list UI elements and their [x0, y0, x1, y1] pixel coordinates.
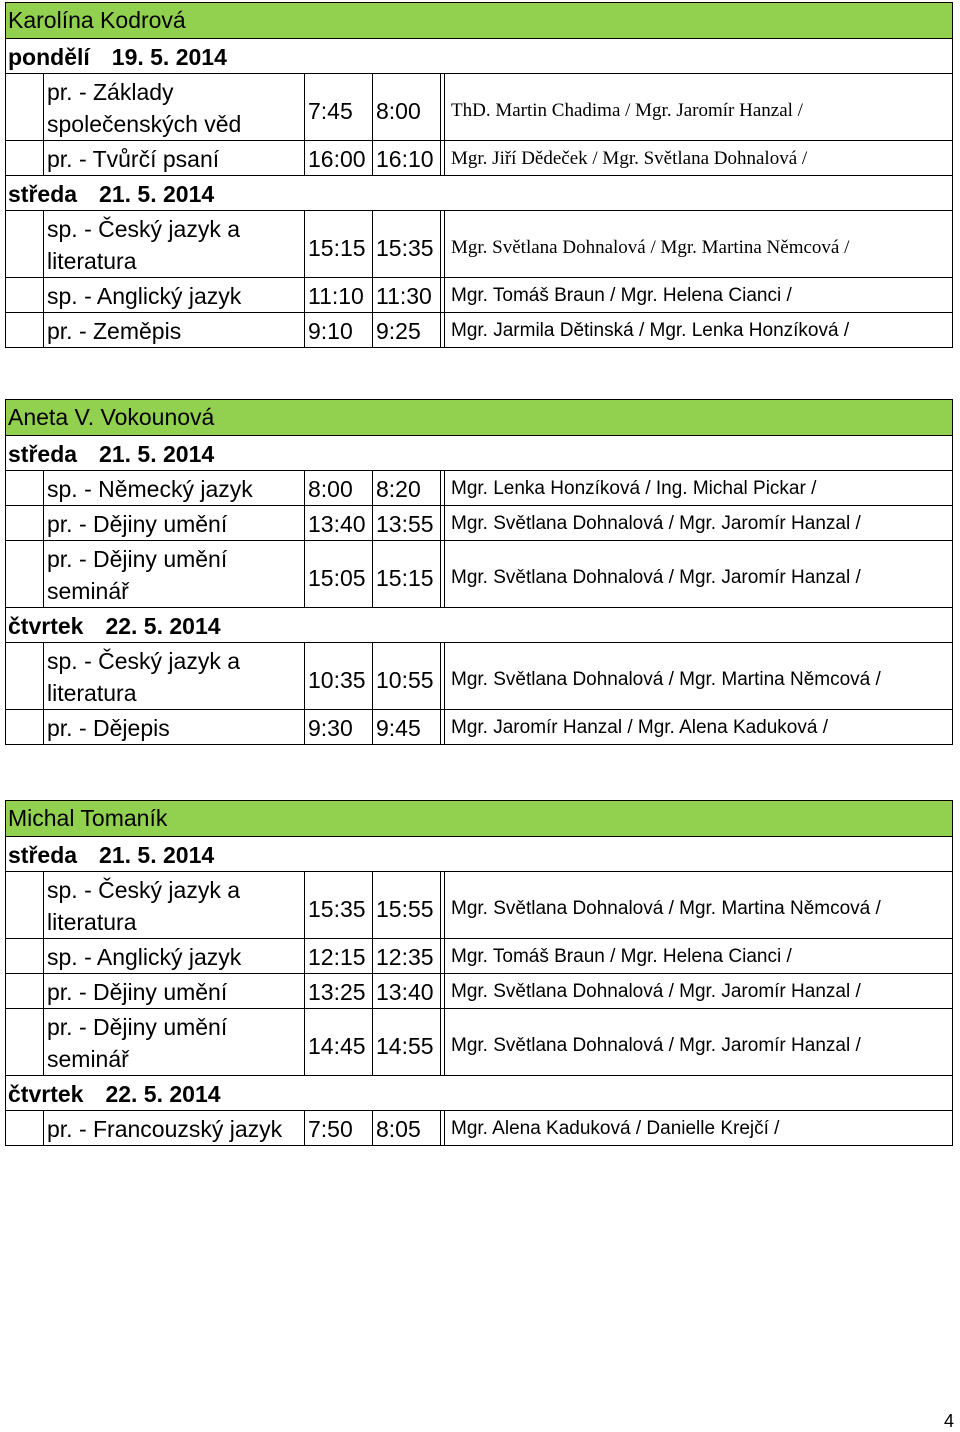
end-time: 10:55	[372, 643, 440, 709]
schedule-row	[6, 1009, 952, 1076]
row-indent	[6, 939, 44, 973]
schedule-row	[6, 1111, 952, 1145]
exam-subject	[44, 211, 304, 277]
student-name: Karolína Kodrová	[6, 3, 952, 39]
day-header	[6, 436, 952, 471]
examiners: Mgr. Světlana Dohnalová / Mgr. Jaromír Hanzal /	[451, 1035, 861, 1056]
exam-subject	[44, 541, 304, 607]
day-header	[6, 1076, 952, 1111]
day-name: středa	[8, 181, 78, 207]
end-time: 9:45	[372, 710, 440, 744]
end-time: 15:35	[372, 211, 440, 277]
day-date: 21. 5. 2014	[99, 441, 215, 467]
schedule-row	[6, 74, 952, 141]
exam-subject	[44, 1009, 304, 1075]
examiners: Mgr. Jarmila Dětinská / Mgr. Lenka Honzíková /	[451, 320, 850, 341]
exam-subject	[44, 939, 304, 973]
examiners: Mgr. Alena Kaduková / Danielle Krejčí /	[451, 1118, 780, 1139]
start-time: 13:40	[304, 506, 372, 540]
exam-subject-line: pr. - Dějiny umění	[47, 546, 228, 572]
day-date: 22. 5. 2014	[105, 1081, 221, 1107]
exam-subject	[44, 313, 304, 347]
exam-subject-line: pr. - Zeměpis	[47, 318, 182, 344]
exam-subject	[44, 643, 304, 709]
row-indent	[6, 506, 44, 540]
examiners: Mgr. Světlana Dohnalová / Mgr. Jaromír Hanzal /	[451, 513, 861, 534]
exam-subject-line: pr. - Tvůrčí psaní	[47, 146, 220, 172]
row-indent	[6, 141, 44, 175]
exam-subject	[44, 278, 304, 312]
day-name: pondělí	[8, 44, 90, 70]
student-name: Aneta V. Vokounová	[6, 400, 952, 436]
end-time: 12:35	[372, 939, 440, 973]
exam-subject-line: literatura	[47, 680, 137, 706]
examiners: Mgr. Světlana Dohnalová / Mgr. Jaromír Hanzal /	[451, 567, 861, 588]
schedule-row	[6, 278, 952, 313]
exam-subject	[44, 506, 304, 540]
exam-subject-line: sp. - Český jazyk a	[47, 877, 240, 903]
exam-subject	[44, 1111, 304, 1145]
start-time: 10:35	[304, 643, 372, 709]
exam-subject-line: pr. - Dějiny umění	[47, 979, 228, 1005]
start-time: 7:50	[304, 1111, 372, 1145]
start-time: 9:10	[304, 313, 372, 347]
end-time: 15:15	[372, 541, 440, 607]
end-time: 11:30	[372, 278, 440, 312]
row-indent	[6, 313, 44, 347]
end-time: 16:10	[372, 141, 440, 175]
schedule-block-vokounova	[5, 399, 953, 745]
schedule-row	[6, 211, 952, 278]
exam-subject	[44, 974, 304, 1008]
day-header	[6, 608, 952, 643]
student-name: Michal Tomaník	[6, 801, 952, 837]
schedule-block-kodrova	[5, 2, 953, 348]
day-header	[6, 39, 952, 74]
exam-subject-line: sp. - Německý jazyk	[47, 476, 253, 502]
day-date: 19. 5. 2014	[111, 44, 227, 70]
row-indent	[6, 541, 44, 607]
schedule-row	[6, 939, 952, 974]
end-time: 13:55	[372, 506, 440, 540]
schedule-row	[6, 506, 952, 541]
exam-subject	[44, 710, 304, 744]
examiners: Mgr. Tomáš Braun / Mgr. Helena Cianci /	[451, 285, 792, 306]
row-indent	[6, 278, 44, 312]
exam-subject-line: sp. - Český jazyk a	[47, 216, 240, 242]
start-time: 11:10	[304, 278, 372, 312]
start-time: 15:15	[304, 211, 372, 277]
exam-subject	[44, 141, 304, 175]
start-time: 9:30	[304, 710, 372, 744]
exam-subject-line: sp. - Anglický jazyk	[47, 944, 242, 970]
examiners: Mgr. Světlana Dohnalová / Mgr. Martina Němcová /	[451, 898, 881, 919]
start-time: 16:00	[304, 141, 372, 175]
schedule-block-tomanik	[5, 800, 953, 1146]
end-time: 8:00	[372, 74, 440, 140]
exam-subject-line: sp. - Český jazyk a	[47, 648, 240, 674]
end-time: 8:05	[372, 1111, 440, 1145]
examiners: Mgr. Tomáš Braun / Mgr. Helena Cianci /	[451, 946, 792, 967]
row-indent	[6, 1009, 44, 1075]
day-header	[6, 837, 952, 872]
day-name: středa	[8, 441, 78, 467]
exam-subject-line: literatura	[47, 248, 137, 274]
row-indent	[6, 872, 44, 938]
schedule-row	[6, 313, 952, 347]
examiners: Mgr. Jiří Dědeček / Mgr. Světlana Dohnalová /	[451, 148, 808, 169]
exam-subject-line: pr. - Dějiny umění	[47, 511, 228, 537]
end-time: 13:40	[372, 974, 440, 1008]
start-time: 14:45	[304, 1009, 372, 1075]
exam-subject-line: seminář	[47, 1046, 129, 1072]
start-time: 15:05	[304, 541, 372, 607]
row-indent	[6, 74, 44, 140]
day-date: 21. 5. 2014	[99, 842, 215, 868]
schedule-row	[6, 872, 952, 939]
schedule-row	[6, 541, 952, 608]
schedule-row	[6, 141, 952, 176]
row-indent	[6, 471, 44, 505]
day-date: 21. 5. 2014	[99, 181, 215, 207]
start-time: 13:25	[304, 974, 372, 1008]
row-indent	[6, 211, 44, 277]
day-name: čtvrtek	[8, 1081, 84, 1107]
row-indent	[6, 974, 44, 1008]
row-indent	[6, 710, 44, 744]
schedule-row	[6, 710, 952, 744]
day-name: středa	[8, 842, 78, 868]
end-time: 8:20	[372, 471, 440, 505]
schedule-row	[6, 643, 952, 710]
day-name: čtvrtek	[8, 613, 84, 639]
exam-subject-line: pr. - Dějepis	[47, 715, 170, 741]
exam-subject-line: pr. - Základy	[47, 79, 174, 105]
start-time: 12:15	[304, 939, 372, 973]
exam-subject-line: literatura	[47, 909, 137, 935]
examiners: Mgr. Světlana Dohnalová / Mgr. Martina Němcová /	[451, 237, 850, 258]
exam-subject	[44, 471, 304, 505]
exam-subject-line: seminář	[47, 578, 129, 604]
end-time: 15:55	[372, 872, 440, 938]
exam-subject-line: společenských věd	[47, 111, 242, 137]
page-number: 4	[943, 1411, 954, 1431]
row-indent	[6, 643, 44, 709]
exam-subject-line: pr. - Dějiny umění	[47, 1014, 228, 1040]
exam-subject	[44, 872, 304, 938]
day-header	[6, 176, 952, 211]
start-time: 8:00	[304, 471, 372, 505]
examiners: Mgr. Světlana Dohnalová / Mgr. Jaromír Hanzal /	[451, 981, 861, 1002]
examiners: Mgr. Světlana Dohnalová / Mgr. Martina Němcová /	[451, 669, 881, 690]
row-indent	[6, 1111, 44, 1145]
schedule-row	[6, 471, 952, 506]
schedule-row	[6, 974, 952, 1009]
exam-subject-line: sp. - Anglický jazyk	[47, 283, 242, 309]
examiners: Mgr. Jaromír Hanzal / Mgr. Alena Kaduková /	[451, 717, 829, 738]
start-time: 15:35	[304, 872, 372, 938]
examiners: Mgr. Lenka Honzíková / Ing. Michal Pickar /	[451, 478, 817, 499]
examiners: ThD. Martin Chadima / Mgr. Jaromír Hanzal /	[451, 100, 803, 121]
day-date: 22. 5. 2014	[105, 613, 221, 639]
start-time: 7:45	[304, 74, 372, 140]
exam-subject	[44, 74, 304, 140]
end-time: 9:25	[372, 313, 440, 347]
exam-subject-line: pr. - Francouzský jazyk	[47, 1116, 283, 1142]
end-time: 14:55	[372, 1009, 440, 1075]
